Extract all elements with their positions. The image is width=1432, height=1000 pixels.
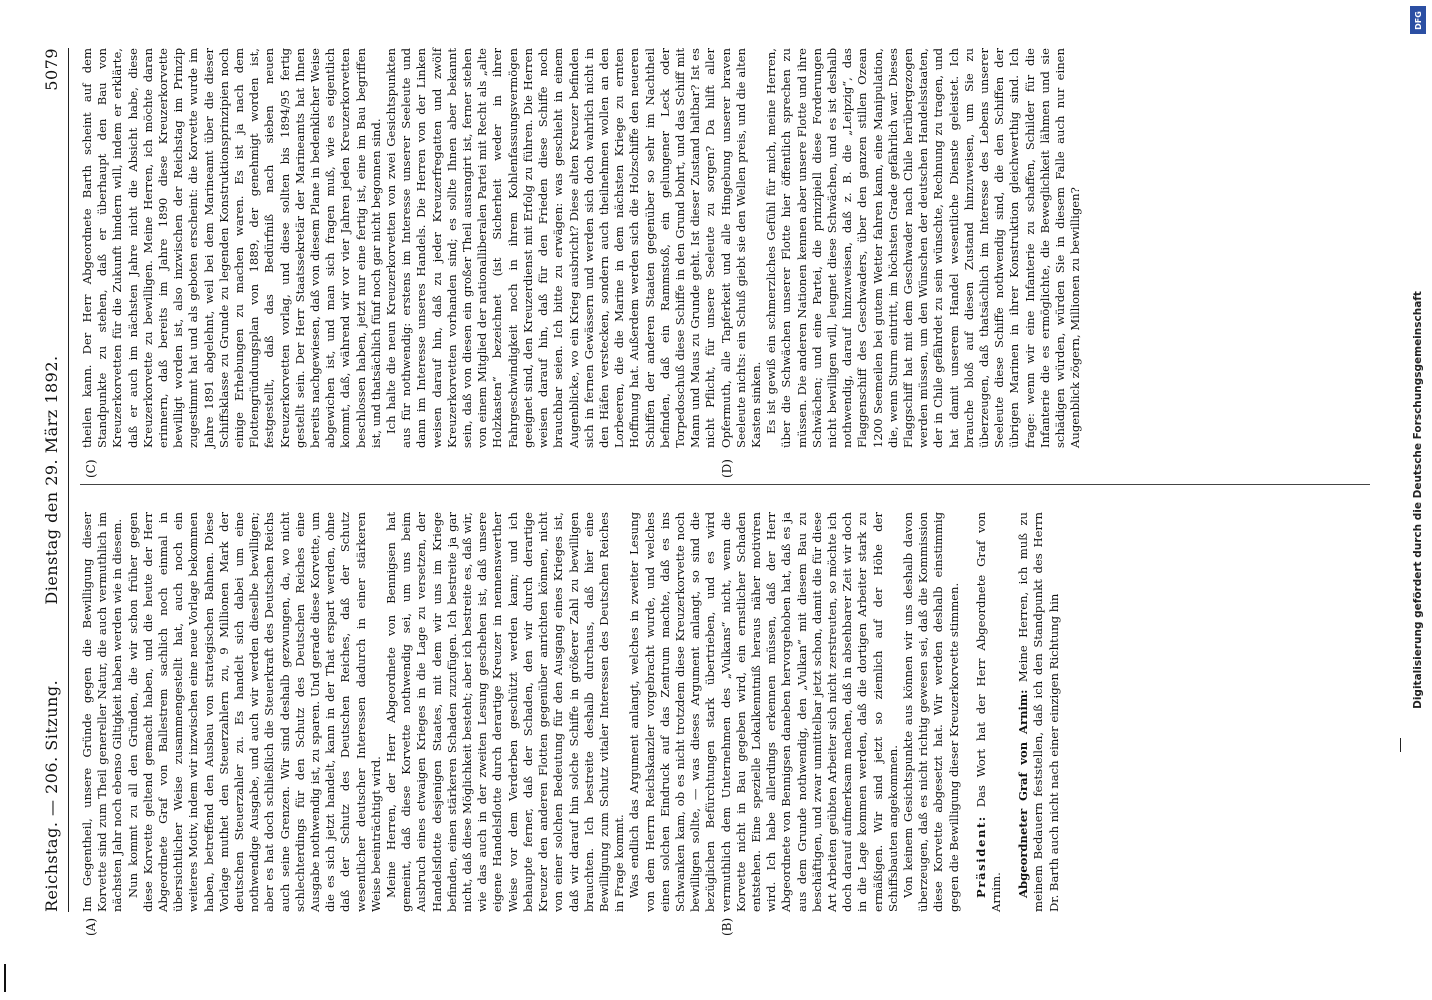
margin-mark-c: (C) bbox=[84, 459, 98, 478]
left-column bbox=[80, 512, 1062, 912]
paragraph: Was endlich das Argument anlangt, welches in zweiter Lesung von dem Herrn Reichskanzler vorgebracht wurde, und welches einen solchen Eindruck auf das Zentrum machte, daß es ins Schwanken kam, ob es nicht trotzdem diese Kreuzerkorvette noch bewilligen sollte, — was dieses Argument anlangt, so sind die bezüglichen Befürchtungen stark übertrieben, und es wird vermuthlich dem Unternehmen des „Vulkans“ nicht, wenn die Korvette nicht in Bau gegeben wird, ein ernstlicher Schaden entstehen. Eine spezielle Lokalkenntniß heraus näher motiviren wird. Ich habe allerdings erkennen müssen, daß der Herr Abgeordnete von Bennigsen daneben hervorgehoben hat, daß es ja aus dem Grunde nothwendig, den „Vulkan“ mit diesem Bau zu beschäftigen, und zwar unmittelbar jetzt schon, damit die für diese Art Arbeiten geübten Arbeiter sich nicht zerstreuten, so möchte ich doch darauf aufmerksam machen, daß in absehbarer Zeit wir doch in die Lage kommen werden, daß die dortigen Arbeiter stark zu ermäßigen. Wir sind jetzt so ziemlich auf der Höhe der Schiffsbauten angekommen. bbox=[627, 512, 900, 912]
margin-mark-a: (A) bbox=[84, 917, 98, 936]
margin-mark-b: (B) bbox=[720, 917, 734, 936]
speaker-label: Präsident: bbox=[973, 815, 988, 898]
page-header bbox=[42, 48, 64, 912]
header-date: Dienstag den 29. März 1892. bbox=[42, 355, 61, 605]
paragraph: Ich halte die neun Kreuzerkorvetten von zwei Gesichtspunkten aus für nothwendig: erstens im Interesse unserer Seeleute und dann im Interesse unseres Handels. Die Herren von der Linken weisen darauf hin, daß zu jeder Kreuzerfregatten und zwölf Kreuzerkorvetten vorhanden sind; es sollte Ihnen aber bekannt sein, daß von diesen ein großer Theil ausrangirt ist, ferner stehen von einem Mitglied der nationalliberalen Partei mit Recht als „alte Holzkasten“ bezeichnet (ist Sicherheit weder in ihrer Fahrgeschwindigkeit noch in ihrem Kohlenfassungsvermögen geeignet sind, den Kreuzerdienst mit Erfolg zu führen. Die Herren weisen darauf hin, daß für den Frieden diese Schiffe noch brauchbar seien. Ich bitte zu erwägen: was geschieht in einem Augenblicke, wo ein Krieg ausbricht? Diese alten Kreuzer befinden sich in fernen Gewässern und werden sich doch wahrlich nicht in den Häfen verstecken, sondern auch theilnehmen wollen an den Lorbeeren, die die Marine in dem nächsten Kriege zu ernten Hoffnung hat. Außerdem werden sich die Holzschiffe den neueren Schiffen der anderen Staaten gegenüber so sehr im Nachtheil befinden, daß ein Rammstoß, ein gelungener Leck oder Torpedoschuß diese Schiffe in den Grund bohrt, und das Schiff mit Mann und Maus zu Grunde geht. Ist dieser Zustand haltbar? Ist es nicht Pflicht, für unsere Seeleute zu sorgen? Da hilft aller Opfermuth, alle Tapferkeit und alle Hingebung unserer braven Seeleute nichts: ein Schuß giebt sie den Wellen preis, und die alten Kasten sinken. bbox=[384, 48, 763, 448]
header-left: Reichstag. — 206. Sitzung. bbox=[42, 679, 61, 912]
page-number: 5079 bbox=[42, 48, 61, 91]
paragraph: Meine Herren, der Herr Abgeordnete von Bennigsen hat gemeint, daß diese Korvette nothwendig sei, um uns beim Ausbruch eines etwaigen Krieges in die Lage zu versetzen, der Handelsflotte desjenigen Staates, mit dem wir uns im Kriege befinden, einen stärkeren Schaden zuzufügen. Ich bestreite ja gar nicht, daß diese Möglichkeit besteht; aber ich bestreite es, daß wir, wie das auch in der zweiten Lesung geschehen ist, daß unsere eigene Handelsflotte durch derartige Kreuzer in nennenswerther Weise vor dem Verderben geschützt werden kann; und ich behaupte ferner, daß der Schaden, den wir durch derartige Kreuzer den anderen Flotten gegenüber anrichten können, nicht von einer solchen Bedeutung für den Ausgang eines Krieges ist, daß wir darauf hin solche Schiffe in größerer Zahl zu bewilligen brauchten. Ich bestreite deshalb durchaus, daß hier eine Bewilligung zum Schutz vitaler Interessen des Deutschen Reiches in Frage kommt. bbox=[384, 512, 627, 912]
column-divider bbox=[80, 484, 1370, 485]
right-column bbox=[80, 48, 1083, 448]
digitization-credit bbox=[1408, 6, 1428, 994]
statement-text: Das Wort hat der Herr Abgeordnete Graf von Arnim. bbox=[973, 511, 1003, 912]
paragraph: theilen kann. Der Herr Abgeordnete Barth scheint auf dem Standpunkte zu stehen, daß er überhaupt den Bau von Kreuzerkorvetten für die Zukunft hindern will, indem er erklärte, daß er auch im nächsten Jahre nicht die Absicht habe, diese Kreuzerkorvette zu bewilligen. Meine Herren, ich möchte daran erinnern, daß bereits im Jahre 1890 diese Kreuzerkorvette bewilligt worden ist, also inzwischen der Reichstag im Prinzip zugestimmt hat und als geboten erscheint: die Korvette wurde im Jahre 1891 abgelehnt, weil bei dem Marineamt über die dieser Schiffsklasse zu Grunde zu legenden Konstruktionsprinzipien noch einige Erhebungen zu machen waren. Es ist ja nach dem Flottengründungsplan von 1889, der genehmigt worden ist, festgestellt, daß das Bedürfniß nach sieben neuen Kreuzerkorvetten vorlag, und diese sollten bis 1894/95 fertig gestellt sein. Der Herr Staatssekretär der Marineamts hat Ihnen bereits nachgewiesen, daß von diesem Plane in bedenklicher Weise abgewichen ist, und man sich fragen muß, wie es eigentlich kommt, daß, während wir vor vier Jahren jeden Kreuzerkorvetten beschlossen haben, jetzt nur eine fertig ist, eine im Bau begriffen ist, und thatsächlich fünf noch gar nicht begonnen sind. bbox=[80, 48, 383, 448]
paragraph: Es ist gewiß ein schmerzliches Gefühl für mich, meine Herren, über die Schwächen unserer Flotte hier öffentlich sprechen zu müssen. Die anderen Nationen kennen aber unsere Flotte und ihre Schwächen; und eine Partei, die prinzipiell diese Forderungen nicht bewilligen will, leugnet diese Schwächen, und es ist deshalb nothwendig, darauf hinzuweisen, daß z. B. die „Leipzig“, das Flaggenschiff des Geschwaders, über den ganzen stillen Ozean 1200 Seemeilen bei gutem Wetter fahren kann, eine Manipulation, die, wenn Sturm eintritt, im höchsten Grade gefährlich war. Dieses Flaggschiff hat mit dem Geschwader nach Chile herübergezogen werden müssen, um den Wünschen der deutschen Handelsstaaten, der in Chile gefährdet zu sein wünschte, Rechnung zu tragen, und hat damit unserem Handel wesentliche Dienste geleistet. Ich brauche bloß auf diesen Zustand hinzuweisen, um Sie zu überzeugen, daß thatsächlich im Interesse des Lebens unserer Seeleute diese Schiffe nothwendig sind, die den Schiffen der übrigen Marinen in ihrer Konstruktion gleichwerthig sind. Ich frage: wenn wir eine Infanterie zu schaffen, Schilder für die Infanterie die es ermöglichte, die Beweglichkeit lähmen und sie schädigen würden, würden Sie in diesem Falle auch nur einen Augenblick zögern, Millionen zu bewilligen? bbox=[764, 48, 1083, 448]
edge-bracket bbox=[4, 964, 6, 992]
arnim-statement bbox=[1016, 512, 1062, 912]
paragraph: Nun kommt zu all den Gründen, die wir schon früher gegen diese Korvette geltend gemacht haben, und die heute der Herr Abgeordnete Graf von Ballestrem sachlich noch einmal in übersichtlicher Weise zusammengestellt hat, auch noch ein weiteres Motiv, indem wir inzwischen eine neue Vorlage bekommen haben, betreffend den Ausbau von strategischen Bahnen. Diese Vorlage muthet den Steuerzahlern zu, 9 Millionen Mark der deutschen Steuerzahler zu. Es handelt sich dabei um eine nothwendige Ausgabe, und auch wir werden dieselbe bewilligen; aber es hat doch schließlich die Steuerkraft des Deutschen Reichs auch seine Grenzen. Wir sind deshalb gezwungen, da, wo nicht schlechterdings für den Schutz des Deutschen Reiches eine Ausgabe nothwendig ist, zu sparen. Und gerade diese Korvette, um die es sich jetzt handelt, kann in der That erspart werden, ohne daß der Schutz des Deutschen Reiches, daß der Schutz wesentlicher deutscher Interessen dadurch in einer stärkeren Weise beeinträchtigt wird. bbox=[125, 512, 383, 912]
paragraph: Im Gegentheil, unsere Gründe gegen die Bewilligung dieser Korvette sind zum Theil genereller Natur, die auch vermuthlich im nächsten Jahr noch ebenso Giltigkeit haben werden wie in diesem. bbox=[80, 512, 125, 912]
speaker-label: Abgeordneter Graf von Arnim: bbox=[1016, 689, 1031, 898]
footer-mark bbox=[1400, 738, 1401, 752]
statement-text: Meine Herren, ich muß zu meinem Bedauern feststellen, daß ich den Standpunkt des Herrn Dr. Barth auch nicht nach einer einzigen Richtung hin bbox=[1016, 512, 1061, 912]
dfg-logo: DFG bbox=[1410, 6, 1426, 34]
credit-text: Digitalisierung gefördert durch die Deutsche Forschungsgemeinschaft bbox=[1412, 291, 1424, 709]
header-rule bbox=[68, 48, 69, 912]
president-statement bbox=[974, 512, 1004, 912]
margin-mark-d: (D) bbox=[720, 459, 734, 478]
paragraph: Von keinem Gesichtspunkte aus können wir uns deshalb davon überzeugen, daß es nicht richtig gewesen sei, daß die Kommission diese Korvette abgesetzt hat. Wir werden deshalb einstimmig gegen die Bewilligung dieser Kreuzerkorvette stimmen. bbox=[900, 512, 961, 912]
